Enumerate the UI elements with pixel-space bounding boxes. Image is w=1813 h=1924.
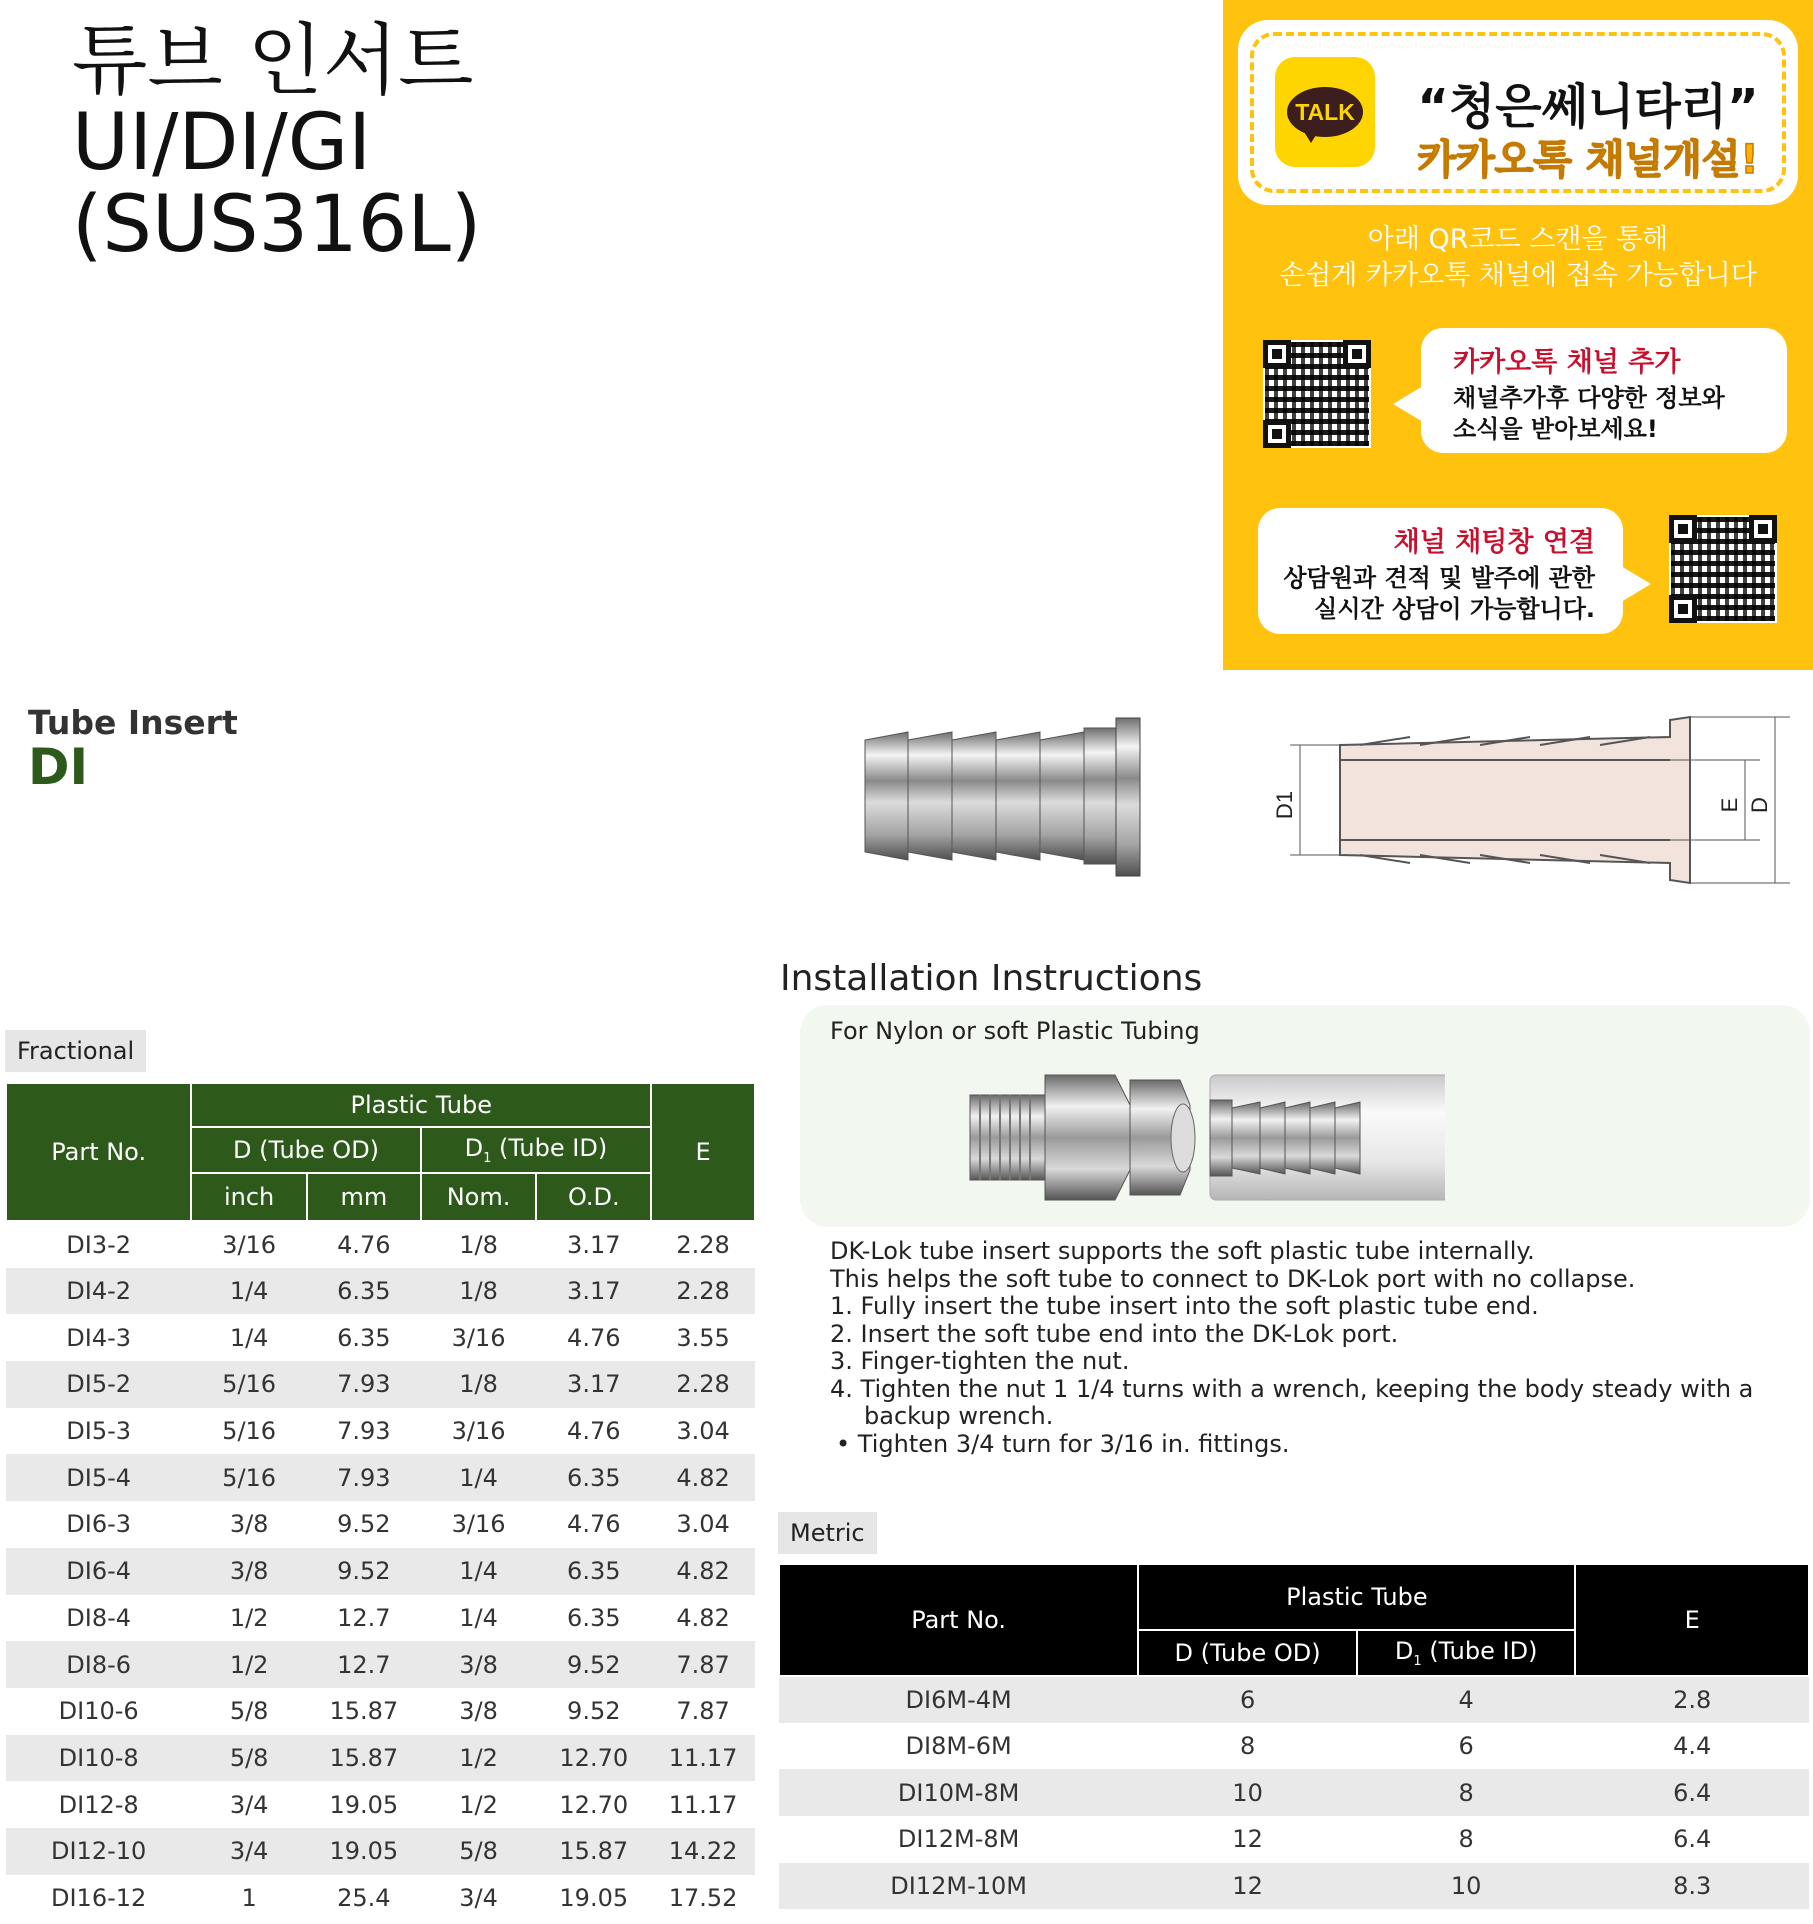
add-channel-title: 카카오톡 채널 추가 (1453, 347, 1681, 378)
table-cell: 5/16 (191, 1454, 307, 1501)
table-cell: 3/16 (191, 1221, 307, 1268)
table-cell: 15.87 (536, 1828, 651, 1875)
fractional-tab-label: Fractional (5, 1030, 146, 1072)
col-d-tube-od: D (Tube OD) (1138, 1630, 1357, 1676)
kakao-talk-logo (1275, 57, 1375, 167)
metric-table (778, 1563, 1810, 1909)
qr-code-add-channel[interactable] (1263, 340, 1371, 448)
table-row (779, 1863, 1809, 1910)
table-cell: 4.4 (1575, 1723, 1809, 1770)
table-cell: DI8-4 (6, 1595, 191, 1642)
table-cell: 1/4 (421, 1454, 537, 1501)
d1-prefix: D (464, 1134, 484, 1163)
table-cell: 12.70 (536, 1781, 651, 1828)
table-cell: 3.55 (651, 1314, 755, 1361)
table-cell: 3/8 (421, 1688, 537, 1735)
table-row (6, 1361, 755, 1408)
table-cell: 1/2 (191, 1595, 307, 1642)
talk-bubble-tail (1301, 127, 1321, 143)
table-cell: 6.35 (536, 1548, 651, 1595)
install-step-3: 3. Finger-tighten the nut. (830, 1347, 1130, 1375)
installation-instructions (830, 1238, 1753, 1458)
table-cell: 1/8 (421, 1268, 537, 1315)
installation-heading: Installation Instructions (780, 958, 1203, 999)
table-cell: 1/4 (421, 1548, 537, 1595)
label-d1: D1 (1272, 790, 1297, 820)
table-cell: 5/16 (191, 1361, 307, 1408)
install-intro-line2: This helps the soft tube to connect to DK-Lok port with no collapse. (830, 1264, 1636, 1293)
table-cell: DI4-3 (6, 1314, 191, 1361)
table-cell: 9.52 (536, 1688, 651, 1735)
table-cell: 4 (1357, 1676, 1576, 1723)
table-row (6, 1408, 755, 1455)
metric-tab-label: Metric (778, 1512, 877, 1554)
col-mm: mm (307, 1173, 421, 1221)
kakao-desc-line1: 아래 QR코드 스캔을 통해 (1367, 224, 1669, 255)
bubble-tail (1393, 386, 1423, 422)
table-row (779, 1723, 1809, 1770)
col-e: E (651, 1083, 755, 1221)
table-cell: DI12M-10M (779, 1863, 1138, 1910)
table-cell: 4.82 (651, 1548, 755, 1595)
table-cell: 3/16 (421, 1501, 537, 1548)
table-cell: 14.22 (651, 1828, 755, 1875)
table-row (6, 1735, 755, 1782)
bubble-tail (1621, 566, 1651, 602)
table-cell: DI3-2 (6, 1221, 191, 1268)
table-cell: 6 (1357, 1723, 1576, 1770)
table-cell: DI12M-8M (779, 1816, 1138, 1863)
col-inch: inch (191, 1173, 307, 1221)
table-cell: DI6M-4M (779, 1676, 1138, 1723)
table-cell: 8 (1357, 1816, 1576, 1863)
table-cell: 12.7 (307, 1641, 421, 1688)
add-channel-line1: 채널추가후 다양한 정보와 (1453, 384, 1725, 412)
table-cell: DI10-6 (6, 1688, 191, 1735)
table-cell: 12 (1138, 1816, 1357, 1863)
table-cell: 4.82 (651, 1454, 755, 1501)
insert-flange (1116, 718, 1140, 876)
kakao-channel-open-text: 카카오톡 채널개설! (1417, 137, 1759, 183)
table-cell: 19.05 (536, 1875, 651, 1922)
table-row (6, 1828, 755, 1875)
channel-chat-title: 채널 채팅창 연결 (1393, 527, 1595, 558)
table-cell: 3/16 (421, 1408, 537, 1455)
table-cell: 25.4 (307, 1875, 421, 1922)
table-cell: 4.76 (536, 1408, 651, 1455)
page-title-line3: (SUS316L) (72, 180, 482, 270)
table-cell: 4.76 (536, 1501, 651, 1548)
table-cell: 15.87 (307, 1735, 421, 1782)
insert-in-tube (1210, 1100, 1360, 1176)
table-cell: 11.17 (651, 1735, 755, 1782)
col-part-no: Part No. (6, 1083, 191, 1221)
col-d1-tube-id (1357, 1630, 1576, 1676)
qr-finder (1263, 340, 1291, 368)
table-row (6, 1501, 755, 1548)
table-cell: 5/8 (191, 1735, 307, 1782)
table-cell: DI16-12 (6, 1875, 191, 1922)
col-nom: Nom. (421, 1173, 537, 1221)
col-plastic-tube: Plastic Tube (1138, 1564, 1575, 1630)
install-step-4: 4. Tighten the nut 1 1/4 turns with a wrench, keeping the body steady with a (830, 1374, 1754, 1403)
table-row (6, 1314, 755, 1361)
table-cell: 6.35 (307, 1314, 421, 1361)
table-cell: DI10-8 (6, 1735, 191, 1782)
qr-code-channel-chat[interactable] (1669, 515, 1777, 623)
d1-prefix: D (1394, 1637, 1414, 1666)
table-cell: 7.93 (307, 1408, 421, 1455)
table-cell: 19.05 (307, 1781, 421, 1828)
table-cell: 9.52 (307, 1501, 421, 1548)
table-cell: DI5-4 (6, 1454, 191, 1501)
table-cell: DI6-4 (6, 1548, 191, 1595)
table-cell: 1/4 (421, 1595, 537, 1642)
table-cell: DI10M-8M (779, 1769, 1138, 1816)
kakao-banner-header (1238, 20, 1798, 205)
table-cell: 3/4 (191, 1828, 307, 1875)
table-cell: 3/16 (421, 1314, 537, 1361)
qr-finder (1749, 515, 1777, 543)
table-row (6, 1595, 755, 1642)
col-e: E (1575, 1564, 1809, 1676)
table-cell: 3.17 (536, 1221, 651, 1268)
channel-chat-bubble[interactable] (1258, 508, 1623, 634)
table-cell: 12.70 (536, 1735, 651, 1782)
table-cell: 7.87 (651, 1641, 755, 1688)
d1-suffix: (Tube ID) (491, 1134, 608, 1163)
table-row (6, 1221, 755, 1268)
table-cell: 17.52 (651, 1875, 755, 1922)
col-od: O.D. (536, 1173, 651, 1221)
barb-segments (865, 728, 1116, 864)
table-cell: 10 (1138, 1769, 1357, 1816)
table-cell: 3/8 (191, 1501, 307, 1548)
table-cell: 4.76 (536, 1314, 651, 1361)
table-cell: 3/8 (421, 1641, 537, 1688)
tube-insert-photo (860, 710, 1165, 885)
table-cell: 3.17 (536, 1268, 651, 1315)
table-cell: DI8-6 (6, 1641, 191, 1688)
table-cell: 9.52 (536, 1641, 651, 1688)
table-cell: 5/8 (191, 1688, 307, 1735)
add-channel-bubble[interactable] (1421, 328, 1787, 453)
table-cell: 1/4 (191, 1314, 307, 1361)
metric-table-body (779, 1676, 1809, 1909)
qr-finder (1669, 515, 1697, 543)
table-cell: 6.35 (536, 1454, 651, 1501)
table-cell: DI8M-6M (779, 1723, 1138, 1770)
qr-finder (1669, 595, 1697, 623)
table-cell: 1/4 (191, 1268, 307, 1315)
table-cell: 8.3 (1575, 1863, 1809, 1910)
table-cell: 2.28 (651, 1268, 755, 1315)
table-cell: 6.4 (1575, 1769, 1809, 1816)
table-cell: 3/8 (191, 1548, 307, 1595)
col-d-tube-od: D (Tube OD) (191, 1127, 420, 1173)
product-code: DI (28, 738, 89, 796)
table-cell: 1/8 (421, 1361, 537, 1408)
install-step-1: 1. Fully insert the tube insert into the soft plastic tube end. (830, 1292, 1539, 1320)
add-channel-line2: 소식을 받아보세요! (1453, 415, 1658, 443)
page-title-line1: 튜브 인서트 (72, 16, 474, 106)
table-cell: 11.17 (651, 1781, 755, 1828)
table-cell: 6.35 (536, 1595, 651, 1642)
d1-sub: 1 (483, 1150, 492, 1166)
channel-chat-line2: 실시간 상담이 가능합니다. (1314, 595, 1595, 623)
table-row (6, 1548, 755, 1595)
table-cell: 1/2 (191, 1641, 307, 1688)
table-cell: 5/8 (421, 1828, 537, 1875)
table-cell: 1/2 (421, 1735, 537, 1782)
table-cell: 3.17 (536, 1361, 651, 1408)
install-intro-line1: DK-Lok tube insert supports the soft plastic tube internally. (830, 1237, 1535, 1265)
table-row (6, 1781, 755, 1828)
page-title (72, 16, 482, 270)
table-cell: 9.52 (307, 1548, 421, 1595)
table-row (6, 1268, 755, 1315)
kakao-description (1223, 222, 1813, 294)
installation-illustration-box (800, 1005, 1810, 1227)
d1-suffix: (Tube ID) (1421, 1637, 1538, 1666)
table-cell: 6.35 (307, 1268, 421, 1315)
table-cell: DI6-3 (6, 1501, 191, 1548)
table-row (6, 1688, 755, 1735)
table-cell: DI5-2 (6, 1361, 191, 1408)
col-d1-tube-id (421, 1127, 651, 1173)
col-part-no: Part No. (779, 1564, 1138, 1676)
table-cell: 5/16 (191, 1408, 307, 1455)
table-row (6, 1454, 755, 1501)
table-cell: 2.28 (651, 1361, 755, 1408)
table-cell: 7.93 (307, 1454, 421, 1501)
qr-finder (1263, 420, 1291, 448)
table-cell: DI12-8 (6, 1781, 191, 1828)
dimension-drawing (1270, 705, 1790, 895)
installation-box-title: For Nylon or soft Plastic Tubing (830, 1017, 1200, 1045)
install-step-4-continued: backup wrench. (864, 1402, 1054, 1430)
fractional-table-body (6, 1221, 755, 1921)
table-cell: 4.76 (307, 1221, 421, 1268)
table-cell: 2.8 (1575, 1676, 1809, 1723)
table-cell: 10 (1357, 1863, 1576, 1910)
table-cell: 12 (1138, 1863, 1357, 1910)
table-cell: 1/8 (421, 1221, 537, 1268)
fitting-assembly-illustration (965, 1050, 1445, 1220)
table-cell: DI4-2 (6, 1268, 191, 1315)
table-cell: 3.04 (651, 1408, 755, 1455)
table-cell: 4.82 (651, 1595, 755, 1642)
channel-chat-line1: 상담원과 견적 및 발주에 관한 (1283, 564, 1595, 592)
table-row (779, 1816, 1809, 1863)
fractional-table (5, 1082, 756, 1921)
table-cell: 2.28 (651, 1221, 755, 1268)
kakao-channel-banner[interactable] (1223, 0, 1813, 670)
table-cell: DI12-10 (6, 1828, 191, 1875)
table-cell: 1/2 (421, 1781, 537, 1828)
table-cell: 7.93 (307, 1361, 421, 1408)
table-cell: 6.4 (1575, 1816, 1809, 1863)
kakao-desc-line2: 손쉽게 카카오톡 채널에 접속 가능합니다 (1279, 260, 1757, 291)
label-e: E (1717, 797, 1742, 813)
table-cell: 7.87 (651, 1688, 755, 1735)
table-cell: 6 (1138, 1676, 1357, 1723)
qr-finder (1343, 340, 1371, 368)
table-row (6, 1641, 755, 1688)
install-step-2: 2. Insert the soft tube end into the DK-Lok port. (830, 1319, 1399, 1348)
table-cell: 3/4 (191, 1781, 307, 1828)
table-cell: 12.7 (307, 1595, 421, 1642)
table-row (779, 1769, 1809, 1816)
table-cell: 3/4 (421, 1875, 537, 1922)
product-label: Tube Insert (28, 703, 238, 742)
table-cell: 19.05 (307, 1828, 421, 1875)
table-cell: 3.04 (651, 1501, 755, 1548)
d1-sub: 1 (1413, 1653, 1422, 1669)
table-cell: DI5-3 (6, 1408, 191, 1455)
label-d: D (1747, 797, 1772, 813)
table-cell: 8 (1357, 1769, 1576, 1816)
install-note: • Tighten 3/4 turn for 3/16 in. fittings. (836, 1429, 1290, 1458)
table-row (779, 1676, 1809, 1723)
table-row (6, 1875, 755, 1922)
col-plastic-tube: Plastic Tube (191, 1083, 651, 1127)
table-cell: 1 (191, 1875, 307, 1922)
kakao-channel-name: “청은쎄니타리” (1417, 79, 1759, 135)
table-cell: 8 (1138, 1723, 1357, 1770)
table-cell: 15.87 (307, 1688, 421, 1735)
page-title-line2: UI/DI/GI (72, 98, 372, 188)
talk-logo-text: TALK (1287, 87, 1363, 137)
